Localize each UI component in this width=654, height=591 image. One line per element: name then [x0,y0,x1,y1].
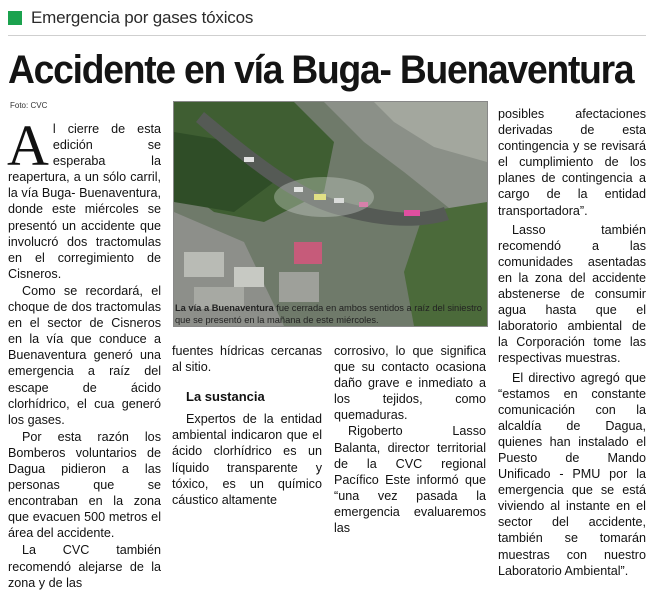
paragraph-8: Rigoberto Lasso Balanta, director territorial de la CVC regional Pacífico Este informó que “una vez pasada la emergencia evaluaremos las [334,424,486,536]
paragraph-3: Por esta razón los Bomberos voluntarios de Dagua pidieron a las personas que se encontraban en la zona que evacuen 500 metros el área del accidente. [8,429,161,541]
paragraph-7: corrosivo, lo que significa que su contacto ocasiona daño grave e inmediato a los tejidos, como quemaduras. [334,344,486,423]
aerial-photo-illustration [174,102,487,326]
section-kicker-label: Emergencia por gases tóxicos [31,8,254,27]
paragraph-1 [7,113,161,282]
header-rule [8,35,646,36]
section-kicker [8,7,253,29]
article-headline: Accidente en vía Buga- Buenaventura [8,48,634,92]
paragraph-10: Lasso también recomendó a las comunidades asentadas en la zona del accidente abstenerse de consumir agua hasta que el laboratorio ambiental de la Corporación tome las respectivas muestras. [498,222,646,366]
paragraph-5: fuentes hídricas cercanas al sitio. [172,344,322,375]
photo-credit: Foto: CVC [10,101,48,110]
drop-cap: A [7,113,49,178]
article-column-3 [334,343,486,536]
paragraph-6: Expertos de la entidad ambiental indicaron que el ácido clorhídrico es un líquido transparente y tóxico, es un químico cáustico altamente [172,412,322,507]
caption-text: fue cerrada en ambos sentidos a raíz del siniestro que se presentó en la mañana de este miércoles. [175,303,482,325]
paragraph-11: El directivo agregó que “estamos en constante comunicación con la alcaldía de Dagua, quienes han instalado el Puesto de Mando Unificado - PMU por la emergencia que se está viviendo al instante en el sector del accidente, también se tomarán muestras con nuestro Laboratorio Ambiental”. [498,370,646,578]
paragraph-4: La CVC también recomendó alejarse de la zona y de las [8,543,161,590]
paragraph-2: Como se recordará, el choque de dos tractomulas en el sector de Cisneros en la vía que conduce a Buenaventura generó una emergencia a raíz del escape de ácido clorhídrico, el cua generó los gases. [8,283,161,427]
article-column-2 [172,343,322,508]
caption-lead: La vía a Buenaventura [175,303,274,313]
accident-aerial-photo [173,101,488,327]
paragraph-1-text: l cierre de esta edición se esperaba la reapertura, a un sólo carril, la vía Buga- Buenaventura, donde este miércoles se presentó un accidente que involucró dos tractomulas en el corregimiento de Cisneros. [8,122,161,281]
article-column-1 [7,113,161,591]
paragraph-9: posibles afectaciones derivadas de esta contingencia y se revisará el cumplimiento de los planes de contingencia a cargo de la entidad transportadora”. [498,107,646,218]
section-color-square [8,11,22,25]
article-column-4 [498,106,646,579]
subheading: La sustancia [186,389,265,405]
photo-caption [175,302,485,326]
